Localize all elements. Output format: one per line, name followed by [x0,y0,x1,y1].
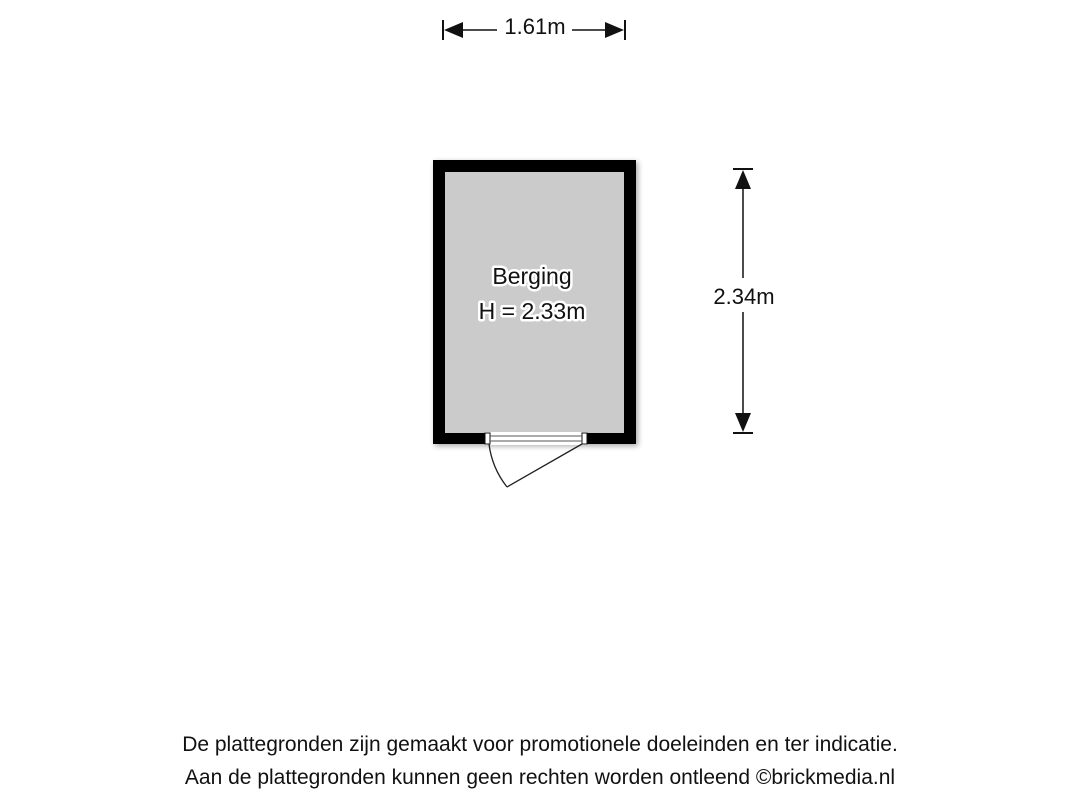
width-label: 1.61m [504,14,566,39]
height-label: 2.34m [713,284,775,309]
height-dimension [713,169,774,433]
room-ceiling-height: H = 2.33m [478,298,586,324]
width-dimension [443,14,625,40]
arrow-right-icon [605,22,624,38]
room-berging [433,160,636,487]
disclaimer-line-2: Aan de plattegronden kunnen geen rechten worden ontleend ©brickmedia.nl [184,766,896,789]
door-opening [485,432,587,445]
room-name: Berging [492,263,572,289]
disclaimer-line-1: De plattegronden zijn gemaakt voor promotionele doeleinden en ter indicatie. [182,733,898,756]
arrow-left-icon [444,22,463,38]
arrow-down-icon [735,413,751,432]
door-swing [489,444,507,487]
arrow-up-icon [735,170,751,189]
door-leaf [507,444,582,487]
